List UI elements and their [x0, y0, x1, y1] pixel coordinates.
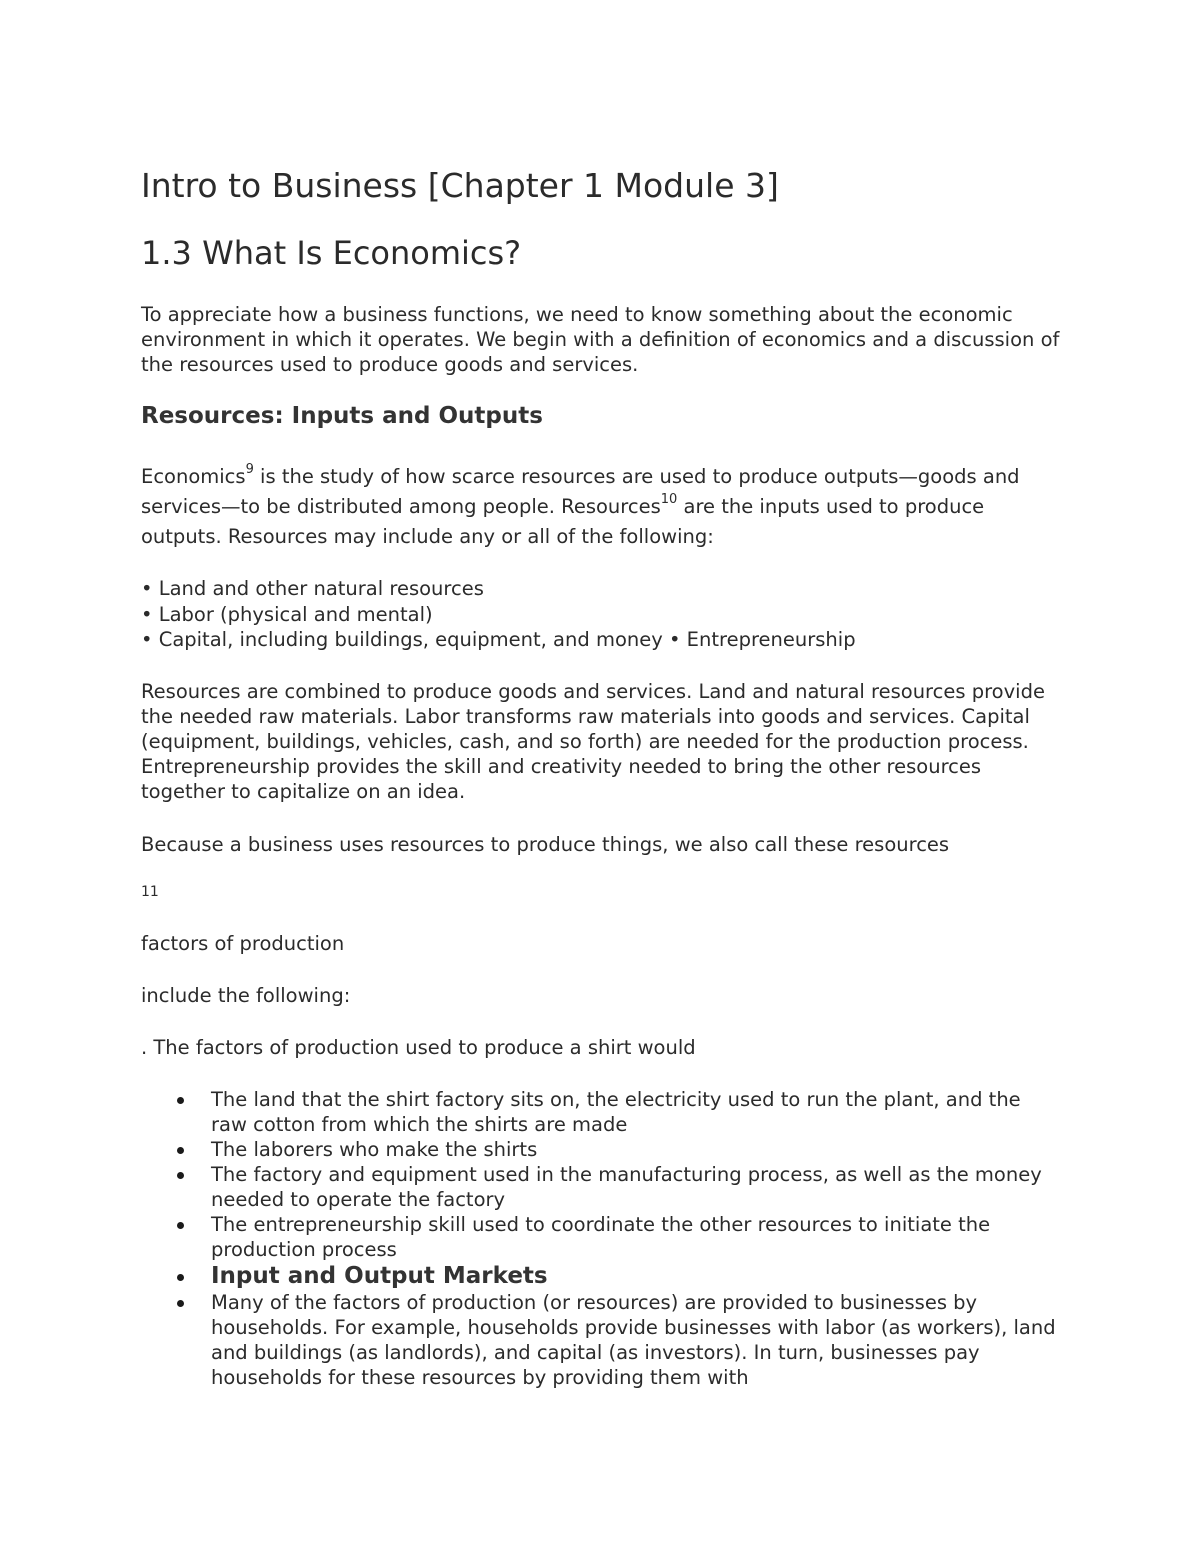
bullet-icon [177, 1300, 184, 1307]
list-item-text: The land that the shirt factory sits on, the electricity used to run the plant, and the raw cotton from which the shirts are made [211, 1088, 1021, 1136]
bullet-icon [177, 1274, 184, 1281]
bullet-icon [177, 1097, 184, 1104]
bullet-icon [177, 1172, 184, 1179]
section-title: 1.3 What Is Economics? [141, 234, 522, 272]
footnote-ref-10: 10 [660, 491, 678, 507]
because-paragraph: Because a business uses resources to produce things, we also call these resources [141, 833, 950, 856]
include-following-line: include the following: [141, 984, 351, 1007]
list-item-text: The factory and equipment used in the manufacturing process, as well as the money needed to operate the factory [211, 1163, 1042, 1211]
resource-list [141, 576, 856, 653]
economics-term: Economics [141, 465, 246, 488]
list-item-text: The entrepreneurship skill used to coordinate the other resources to initiate the production process [211, 1213, 991, 1261]
list-item-text: Many of the factors of production (or resources) are provided to businesses by households. For example, households provide businesses with labor (as workers), land and buildings (as landlords), and capital (as investors). In turn, businesses pay households for these resources by providing them with [211, 1291, 1056, 1389]
resources-definition-text: are the inputs used to produce outputs. Resources may include any or all of the following: [141, 495, 985, 548]
list-item-text: The laborers who make the shirts [211, 1138, 538, 1161]
resource-line: • Capital, including buildings, equipment, and money • Entrepreneurship [141, 628, 856, 651]
footnote-ref-9: 9 [245, 461, 254, 477]
list-item [141, 1212, 1061, 1262]
economics-definition-text: is the study of how scarce resources are used to produce outputs—goods and services—to be distributed among people. [141, 465, 1020, 518]
markets-heading: Input and Output Markets [211, 1263, 548, 1289]
footnote-number: 11 [141, 884, 159, 900]
bullet-icon [177, 1222, 184, 1229]
factors-of-production-line: factors of production [141, 932, 345, 955]
list-item [141, 1162, 1061, 1212]
list-item [141, 1290, 1061, 1390]
list-item [141, 1137, 1061, 1162]
document-title: Intro to Business [Chapter 1 Module 3] [141, 166, 779, 205]
resource-line: • Labor (physical and mental) [141, 602, 433, 626]
factors-bullet-list [141, 1087, 1061, 1390]
markets-heading-item [141, 1262, 1061, 1290]
economics-definition-paragraph [141, 462, 1071, 552]
resources-combined-paragraph: Resources are combined to produce goods and services. Land and natural resources provide the needed raw materials. Labor transforms raw materials into goods and services. Capital (equipment, buildings, vehicles, cash, and so forth) are needed for the production process. Entrepreneurship provides the skill and creativity needed to bring the other resources together to capitalize on an idea. [141, 680, 1045, 803]
resource-line: • Land and other natural resources [141, 577, 484, 600]
resources-term: Resources [561, 495, 661, 518]
bullet-icon [177, 1147, 184, 1154]
shirt-factors-line: . The factors of production used to produce a shirt would [141, 1036, 696, 1059]
list-item [141, 1087, 1061, 1137]
intro-paragraph: To appreciate how a business functions, we need to know something about the economic environment in which it operates. We begin with a definition of economics and a discussion of the resources used to produce goods and services. [141, 303, 1060, 376]
resources-heading: Resources: Inputs and Outputs [141, 403, 543, 429]
